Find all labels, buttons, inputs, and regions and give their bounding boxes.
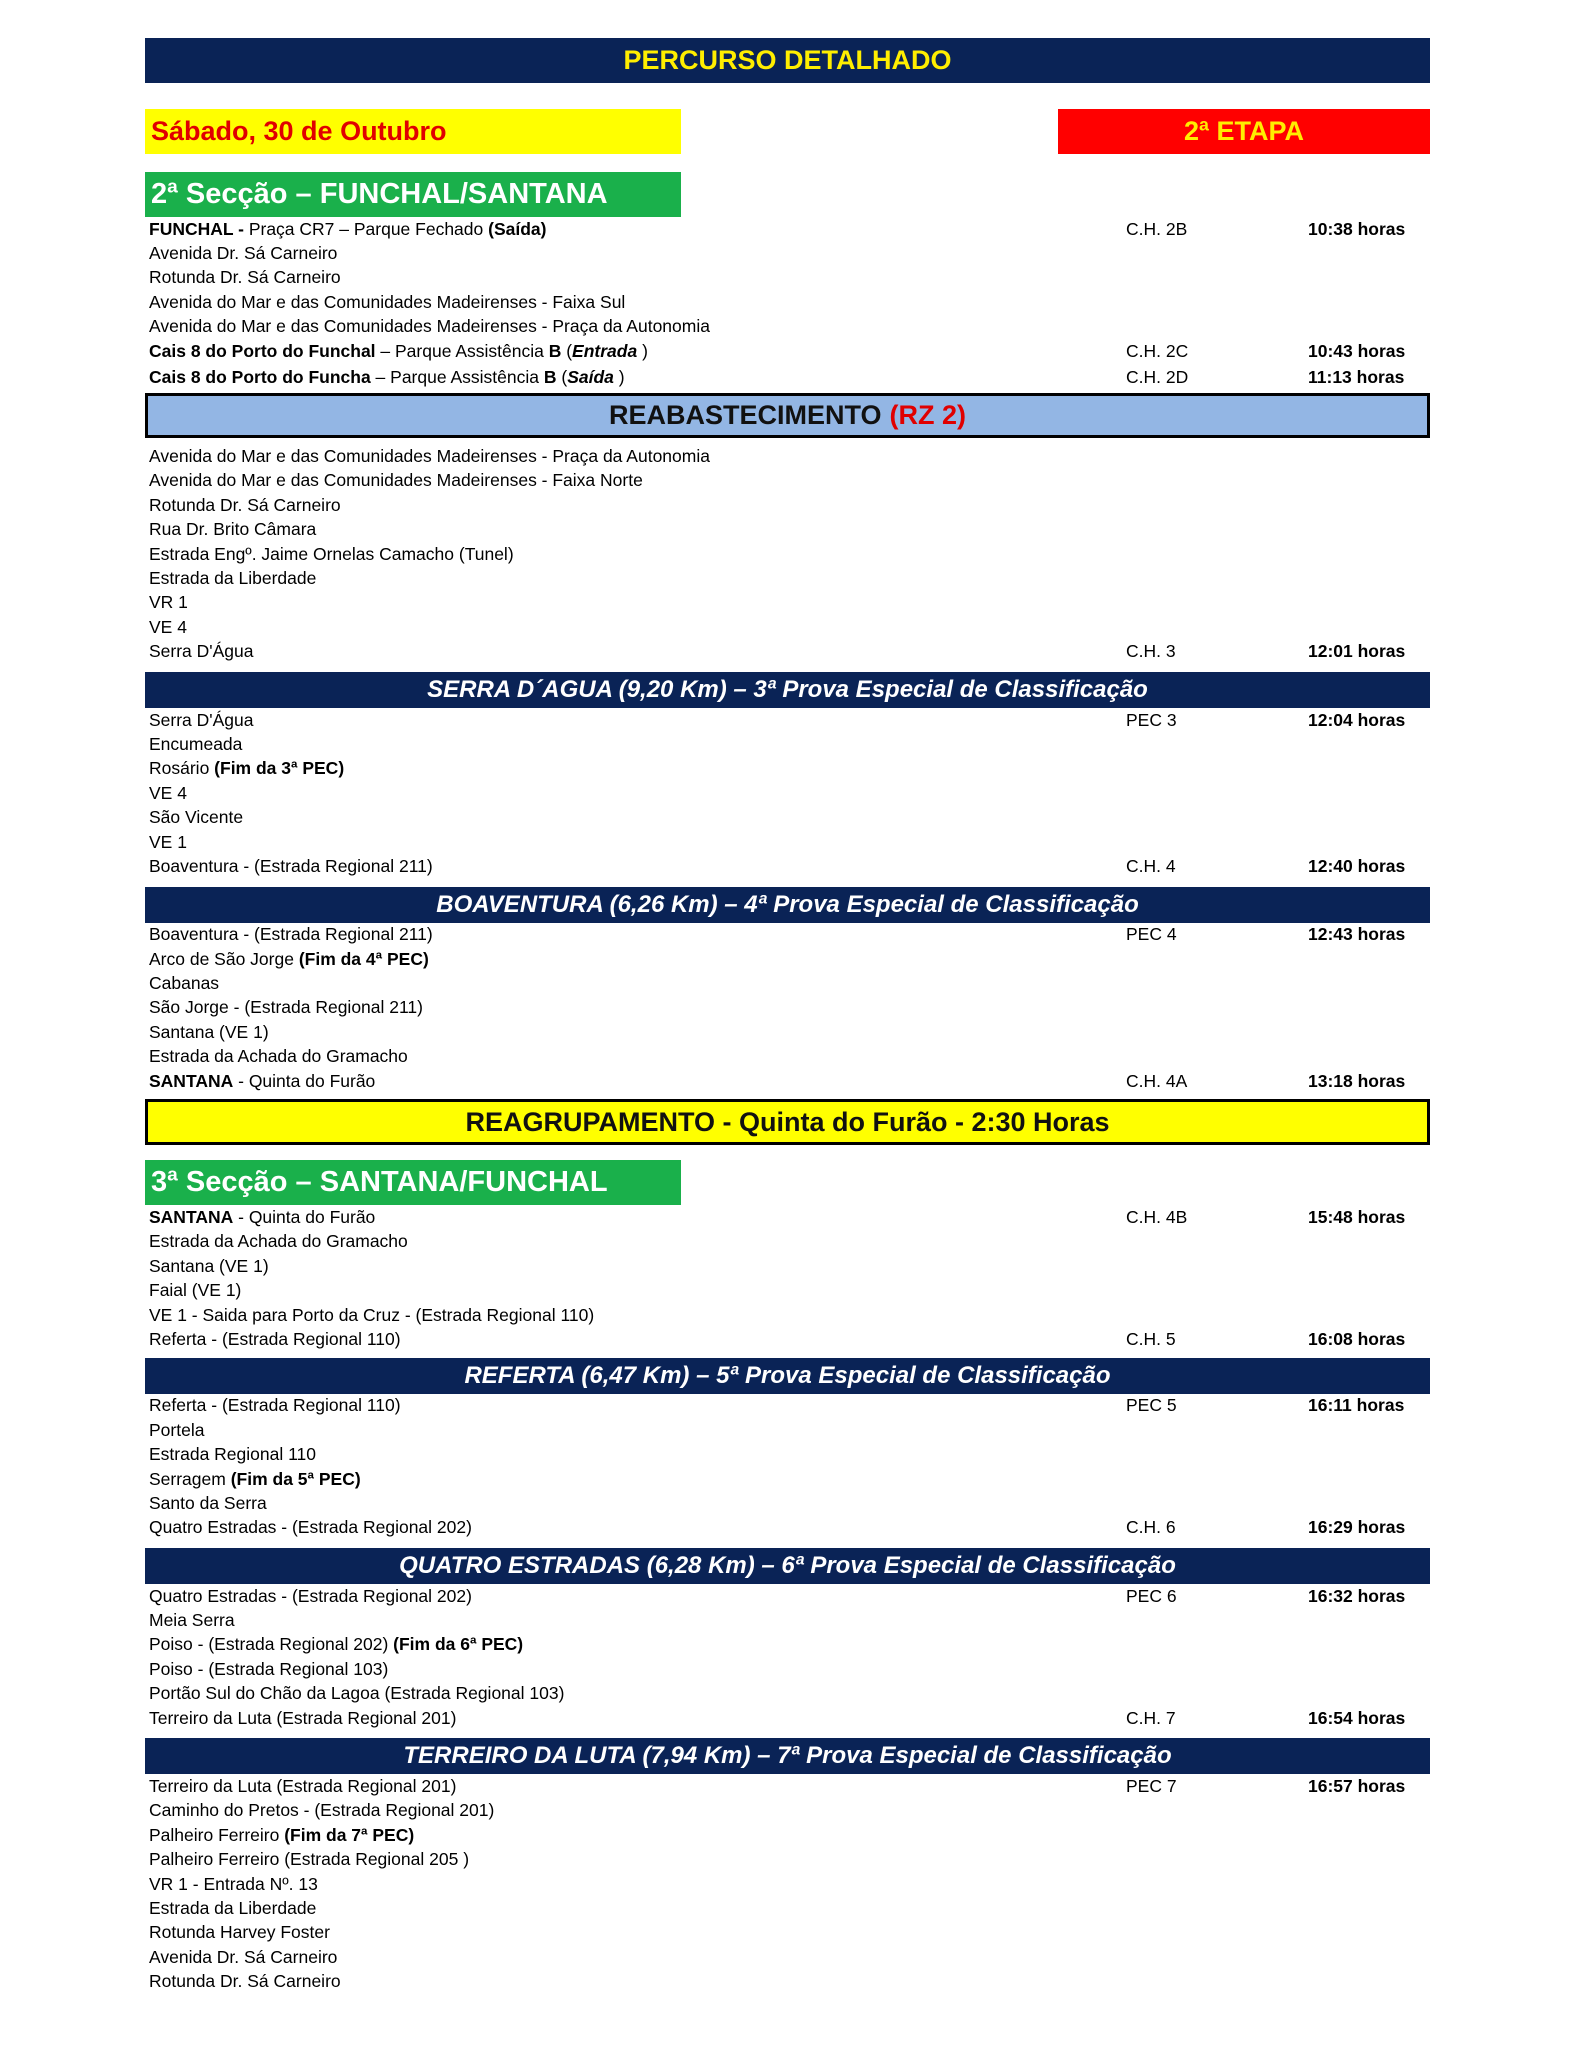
itinerary-row	[145, 1020, 1430, 1044]
place-cell	[145, 1071, 1126, 1092]
control-cell: C.H. 6	[1126, 1517, 1176, 1538]
itinerary-row	[145, 1706, 1430, 1730]
time-cell: 16:11 horas	[1308, 1395, 1405, 1416]
date-etapa-row	[145, 109, 1430, 154]
itinerary-row	[145, 854, 1430, 878]
place-cell: Boaventura - (Estrada Regional 211)	[149, 855, 433, 876]
place-text: – Parque Assistência	[375, 340, 549, 361]
control-cell: C.H. 7	[1126, 1707, 1176, 1728]
place-cell: Meia Serra	[149, 1610, 235, 1631]
place-cell: Portela	[149, 1419, 205, 1440]
place-cell: VE 1 - Saida para Porto da Cruz - (Estrada Regional 110)	[149, 1304, 595, 1325]
place-cell: Serra D'Água	[149, 709, 254, 730]
special-stage-4-banner: BOAVENTURA (6,26 Km) – 4ª Prova Especial de Classificação	[145, 887, 1430, 923]
itinerary-row	[145, 266, 1430, 290]
place-cell: Rotunda Dr. Sá Carneiro	[149, 494, 341, 515]
time-cell: 12:40 horas	[1308, 855, 1406, 876]
itinerary-row	[145, 1969, 1430, 1993]
etapa-label: 2ª ETAPA	[1058, 109, 1430, 154]
itinerary-row	[145, 1633, 1430, 1657]
place-bold: SANTANA	[149, 1070, 234, 1091]
itinerary-row	[145, 830, 1430, 854]
place-text: Rosário	[149, 758, 215, 779]
place-cell: Avenida Dr. Sá Carneiro	[149, 243, 338, 264]
place-cell	[145, 758, 1126, 779]
place-text: Arco de São Jorge	[149, 948, 299, 969]
place-cell: Quatro Estradas - (Estrada Regional 202)	[149, 1517, 472, 1538]
place-text: Poiso - (Estrada Regional 202)	[149, 1634, 394, 1655]
control-cell: C.H. 4	[1126, 855, 1176, 876]
special-stage-3-banner: SERRA D´AGUA (9,20 Km) – 3ª Prova Especial de Classificação	[145, 672, 1430, 708]
place-cell	[145, 219, 1126, 240]
itinerary-row	[145, 1945, 1430, 1969]
place-cell: Estrada Regional 110	[149, 1444, 317, 1465]
time-cell: 15:48 horas	[1308, 1207, 1406, 1228]
time-cell: 16:54 horas	[1308, 1707, 1406, 1728]
place-cell: Referta - (Estrada Regional 110)	[149, 1395, 401, 1416]
place-cell	[145, 1469, 1126, 1490]
refuel-label: REABASTECIMENTO	[608, 400, 882, 431]
control-cell: PEC 6	[1126, 1585, 1177, 1606]
itinerary-row	[145, 542, 1430, 566]
itinerary-row	[145, 1394, 1430, 1418]
itinerary-row	[145, 1442, 1430, 1466]
place-cell: Santana (VE 1)	[149, 1021, 269, 1042]
paren-open: (	[556, 366, 568, 387]
itinerary-row	[145, 1045, 1430, 1069]
place-cell: Avenida do Mar e das Comunidades Madeirenses - Praça da Autonomia	[149, 316, 710, 337]
place-cell	[145, 341, 1126, 362]
time-cell: 16:29 horas	[1308, 1517, 1406, 1538]
itinerary-row	[145, 1921, 1430, 1945]
place-cell: Referta - (Estrada Regional 110)	[149, 1328, 401, 1349]
refuel-zone: (RZ 2)	[889, 400, 967, 431]
control-cell: C.H. 2C	[1126, 340, 1189, 361]
itinerary-row	[145, 1896, 1430, 1920]
control-cell: PEC 3	[1126, 709, 1177, 730]
date-label: Sábado, 30 de Outubro	[145, 109, 681, 154]
place-cell: Rotunda Harvey Foster	[149, 1922, 330, 1943]
itinerary-row	[145, 781, 1430, 805]
place-cell	[145, 1825, 1126, 1846]
control-cell: C.H. 4B	[1126, 1207, 1188, 1228]
itinerary-row	[145, 518, 1430, 542]
itinerary-row	[145, 1823, 1430, 1847]
place-bold-suffix: (Saída)	[488, 218, 547, 239]
place-text: - Quinta do Furão	[233, 1207, 376, 1228]
itinerary-row	[145, 1799, 1430, 1823]
control-cell: C.H. 5	[1126, 1328, 1176, 1349]
place-bold-suffix: B	[548, 340, 562, 361]
place-cell: Estrada da Liberdade	[149, 567, 317, 588]
place-cell: Terreiro da Luta (Estrada Regional 201)	[149, 1707, 457, 1728]
place-bold: SANTANA	[149, 1207, 234, 1228]
time-cell: 12:04 horas	[1308, 709, 1406, 730]
place-cell	[145, 1634, 1126, 1655]
place-text: Serragem	[149, 1468, 231, 1489]
place-bold: Cais 8 do Porto do Funcha	[149, 366, 371, 387]
place-cell: Estrada da Achada do Gramacho	[149, 1046, 408, 1067]
place-cell: Avenida do Mar e das Comunidades Madeirenses - Praça da Autonomia	[149, 446, 710, 467]
itinerary-row	[145, 1682, 1430, 1706]
place-cell	[145, 367, 1126, 388]
place-cell: Avenida do Mar e das Comunidades Madeirenses - Faixa Norte	[149, 470, 643, 491]
place-cell: Santo da Serra	[149, 1492, 267, 1513]
place-cell: VR 1 - Entrada Nº. 13	[149, 1873, 318, 1894]
control-cell: C.H. 3	[1126, 641, 1176, 662]
stage-end-note: (Fim da 4ª PEC)	[298, 948, 429, 969]
place-cell: Portão Sul do Chão da Lagoa (Estrada Regional 103)	[149, 1683, 565, 1704]
itinerary-row	[145, 971, 1430, 995]
itinerary-row	[145, 363, 1430, 391]
itinerary-row	[145, 591, 1430, 615]
itinerary-row	[145, 1467, 1430, 1491]
itinerary-row	[145, 1608, 1430, 1632]
section-2-title: 2ª Secção – FUNCHAL/SANTANA	[145, 172, 681, 217]
place-cell: Caminho do Pretos - (Estrada Regional 201)	[149, 1800, 495, 1821]
place-cell: Poiso - (Estrada Regional 103)	[149, 1658, 389, 1679]
itinerary-row	[145, 1848, 1430, 1872]
place-italic: Saída	[567, 366, 614, 387]
place-cell: Rotunda Dr. Sá Carneiro	[149, 1971, 341, 1992]
itinerary-row	[145, 566, 1430, 590]
itinerary-row	[145, 241, 1430, 265]
itinerary-row	[145, 469, 1430, 493]
place-cell	[145, 1207, 1126, 1228]
itinerary-row	[145, 1205, 1430, 1229]
stage-end-note: (Fim da 3ª PEC)	[214, 758, 345, 779]
time-cell: 11:13 horas	[1308, 366, 1405, 387]
itinerary-row	[145, 339, 1430, 363]
place-cell: VE 4	[149, 782, 187, 803]
time-cell: 12:43 horas	[1308, 924, 1406, 945]
section-3-title: 3ª Secção – SANTANA/FUNCHAL	[145, 1160, 681, 1205]
time-cell: 10:38 horas	[1308, 218, 1406, 239]
itinerary-row	[145, 1279, 1430, 1303]
place-bold-suffix: B	[543, 366, 557, 387]
place-cell: Santana (VE 1)	[149, 1255, 269, 1276]
control-cell: PEC 7	[1126, 1776, 1177, 1797]
itinerary-row	[145, 1230, 1430, 1254]
time-cell: 16:08 horas	[1308, 1328, 1406, 1349]
place-cell: Palheiro Ferreiro (Estrada Regional 205 )	[149, 1849, 470, 1870]
page-title: PERCURSO DETALHADO	[145, 38, 1430, 83]
itinerary-row	[145, 217, 1430, 241]
itinerary-row	[145, 1491, 1430, 1515]
place-cell: VE 4	[149, 616, 187, 637]
itinerary-row	[145, 1584, 1430, 1608]
place-text: – Parque Assistência	[370, 366, 544, 387]
regroup-banner: REAGRUPAMENTO - Quinta do Furão - 2:30 Horas	[145, 1099, 1430, 1145]
time-cell: 10:43 horas	[1308, 340, 1406, 361]
place-text: Praça CR7 – Parque Fechado	[248, 218, 489, 239]
itinerary-row	[145, 1516, 1430, 1540]
itinerary-row	[145, 1254, 1430, 1278]
itinerary-row	[145, 493, 1430, 517]
place-cell: São Vicente	[149, 807, 244, 828]
special-stage-6-banner: QUATRO ESTRADAS (6,28 Km) – 6ª Prova Especial de Classificação	[145, 1548, 1430, 1584]
itinerary-row	[145, 732, 1430, 756]
itinerary-row	[145, 444, 1430, 468]
itinerary-row	[145, 1303, 1430, 1327]
place-cell: Faial (VE 1)	[149, 1280, 242, 1301]
place-cell: VE 1	[149, 831, 187, 852]
place-cell: Serra D'Água	[149, 641, 254, 662]
place-cell: Estrada Engº. Jaime Ornelas Camacho (Tunel)	[149, 543, 514, 564]
itinerary-row	[145, 947, 1430, 971]
itinerary-row	[145, 1774, 1430, 1798]
itinerary-row	[145, 639, 1430, 663]
place-italic: Entrada	[572, 340, 638, 361]
place-cell: Boaventura - (Estrada Regional 211)	[149, 924, 433, 945]
place-cell: Estrada da Liberdade	[149, 1898, 317, 1918]
time-cell: 16:32 horas	[1308, 1585, 1406, 1606]
place-cell: Estrada da Achada do Gramacho	[149, 1231, 408, 1252]
itinerary-row	[145, 1418, 1430, 1442]
itinerary-row	[145, 615, 1430, 639]
paren-open: (	[561, 340, 573, 361]
itinerary-row	[145, 757, 1430, 781]
itinerary-row	[145, 996, 1430, 1020]
itinerary-row	[145, 1657, 1430, 1681]
place-cell: Terreiro da Luta (Estrada Regional 201)	[149, 1776, 457, 1797]
place-cell: Rua Dr. Brito Câmara	[149, 519, 317, 540]
stage-end-note: (Fim da 6ª PEC)	[393, 1634, 524, 1655]
itinerary-row	[145, 315, 1430, 339]
itinerary-row	[145, 805, 1430, 829]
special-stage-7-banner: TERREIRO DA LUTA (7,94 Km) – 7ª Prova Especial de Classificação	[145, 1738, 1430, 1774]
itinerary-row	[145, 708, 1430, 732]
itinerary-row	[145, 1327, 1430, 1351]
stage-end-note: (Fim da 5ª PEC)	[230, 1468, 361, 1489]
place-bold: Cais 8 do Porto do Funchal	[149, 340, 376, 361]
paren-close: )	[613, 366, 625, 387]
control-cell: C.H. 2D	[1126, 366, 1189, 387]
control-cell: C.H. 2B	[1126, 218, 1188, 239]
place-cell: VR 1	[149, 592, 188, 613]
place-cell: São Jorge - (Estrada Regional 211)	[149, 997, 423, 1018]
place-cell: Encumeada	[149, 733, 243, 754]
control-cell: PEC 5	[1126, 1395, 1177, 1416]
place-text: - Quinta do Furão	[233, 1070, 376, 1091]
time-cell: 13:18 horas	[1308, 1070, 1406, 1091]
time-cell: 12:01 horas	[1308, 641, 1406, 662]
place-text: Palheiro Ferreiro	[149, 1824, 285, 1845]
place-cell: Cabanas	[149, 973, 220, 994]
place-cell: Quatro Estradas - (Estrada Regional 202)	[149, 1585, 472, 1606]
place-cell: Rotunda Dr. Sá Carneiro	[149, 267, 341, 288]
special-stage-5-banner: REFERTA (6,47 Km) – 5ª Prova Especial de Classificação	[145, 1358, 1430, 1394]
control-cell: PEC 4	[1126, 924, 1177, 945]
itinerary-row	[145, 923, 1430, 947]
paren-close: )	[637, 340, 648, 361]
time-cell: 16:57 horas	[1308, 1776, 1406, 1797]
itinerary-row	[145, 290, 1430, 314]
itinerary-page	[145, 38, 1430, 1994]
control-cell: C.H. 4A	[1126, 1070, 1188, 1091]
place-cell: Avenida do Mar e das Comunidades Madeirenses - Faixa Sul	[149, 291, 626, 312]
stage-end-note: (Fim da 7ª PEC)	[284, 1824, 415, 1845]
place-bold: FUNCHAL -	[149, 218, 249, 239]
place-cell	[145, 949, 1126, 970]
itinerary-row	[145, 1069, 1430, 1093]
refuel-banner	[145, 393, 1430, 438]
place-cell: Avenida Dr. Sá Carneiro	[149, 1946, 338, 1967]
itinerary-row	[145, 1872, 1430, 1896]
